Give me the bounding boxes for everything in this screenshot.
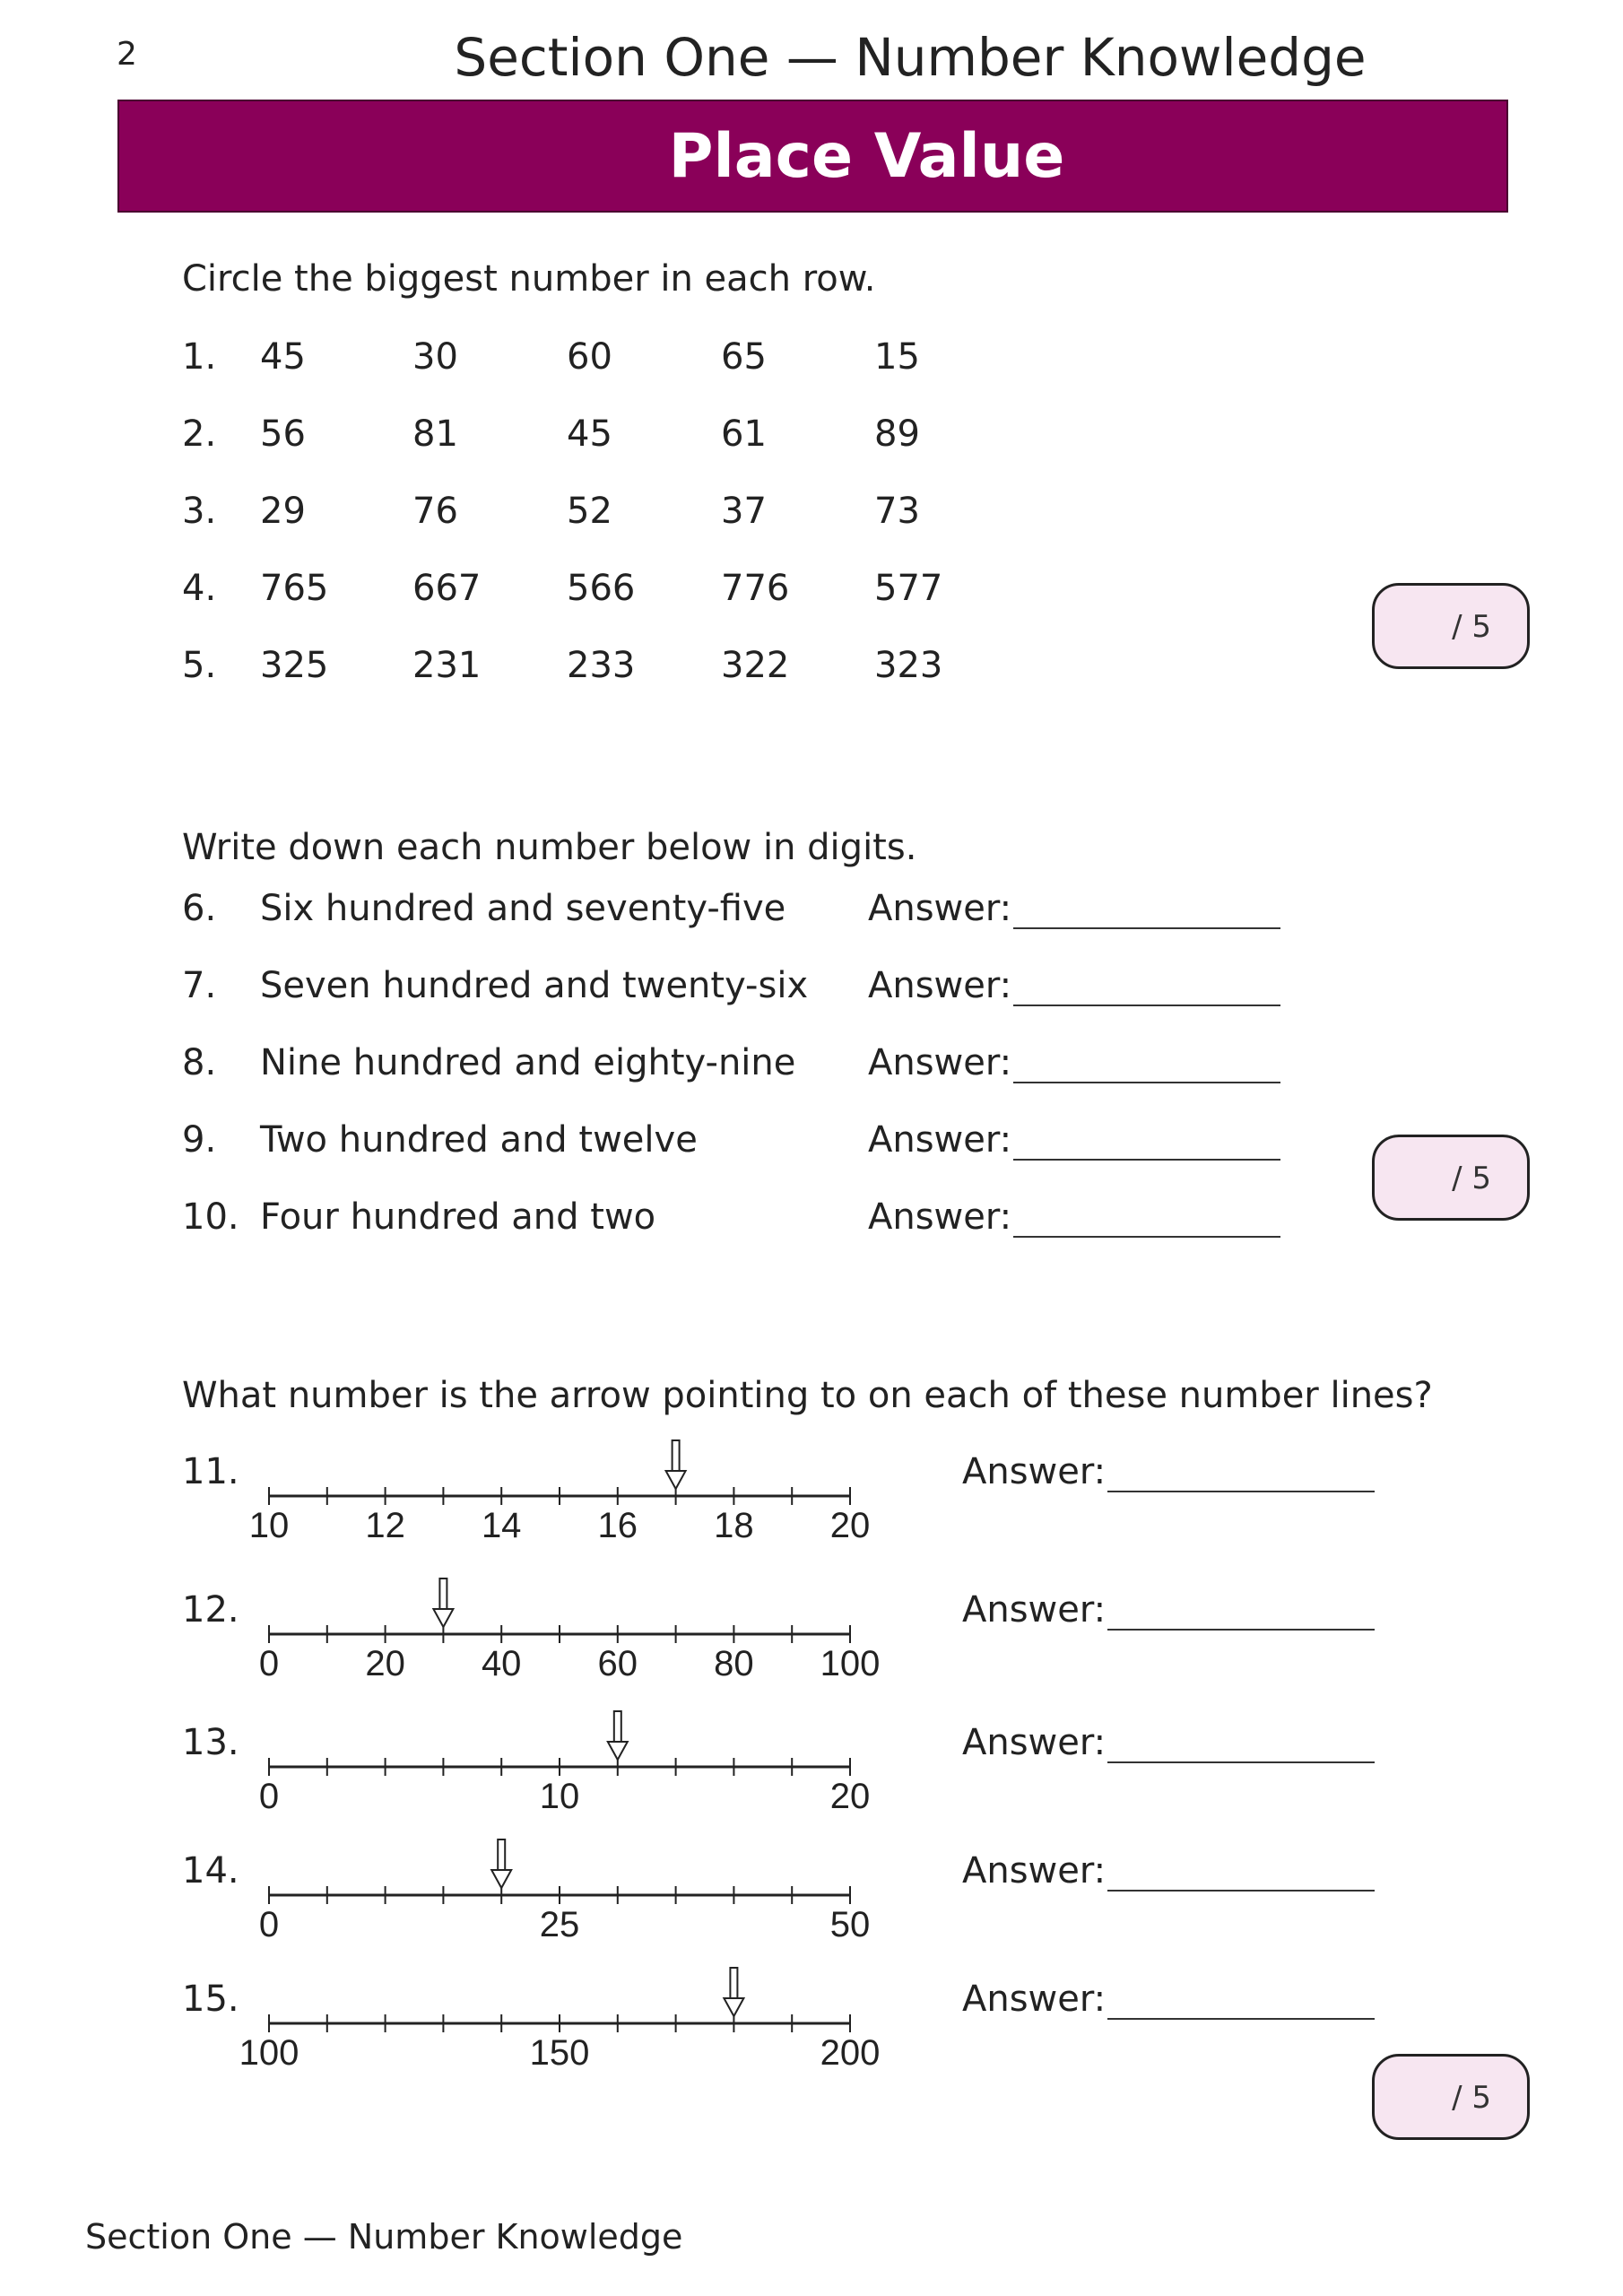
tick-label: 20: [365, 1644, 405, 1683]
answer-label: Answer:: [962, 1979, 1107, 2020]
tick-label: 100: [239, 2033, 299, 2073]
number-choice[interactable]: 231: [412, 645, 482, 686]
question-number: 13.: [182, 1722, 239, 1763]
tick-label: 40: [481, 1644, 522, 1683]
footer-title: Section One — Number Knowledge: [85, 2217, 683, 2257]
tick-label: 25: [539, 1905, 580, 1944]
section2-instruction: Write down each number below in digits.: [182, 827, 917, 868]
question-number: 11.: [182, 1451, 239, 1492]
section1-instruction: Circle the biggest number in each row.: [182, 258, 876, 300]
tick-label: 50: [829, 1905, 871, 1944]
question-number: 4.: [182, 568, 217, 609]
page-number: 2: [117, 36, 137, 73]
tick-label: 18: [714, 1506, 754, 1545]
tick-label: 20: [829, 1777, 871, 1816]
number-choice[interactable]: 56: [260, 413, 306, 455]
number-choice[interactable]: 233: [567, 645, 636, 686]
number-choice[interactable]: 52: [567, 491, 612, 532]
question-number: 14.: [182, 1850, 239, 1892]
tick-label: 150: [529, 2033, 590, 2073]
answer-label: Answer:: [868, 888, 1012, 929]
tick-label: 0: [258, 1777, 280, 1816]
tick-label: 16: [597, 1506, 638, 1545]
number-choice[interactable]: 776: [721, 568, 790, 609]
number-choice[interactable]: 81: [412, 413, 458, 455]
question-text: Six hundred and seventy-five: [260, 888, 786, 929]
answer-label: Answer:: [962, 1722, 1107, 1763]
question-text: Four hundred and two: [260, 1196, 656, 1238]
score-label: / 5: [1452, 1161, 1491, 1196]
question-number: 3.: [182, 491, 217, 532]
down-arrow-icon: [724, 1968, 743, 2016]
question-number: 2.: [182, 413, 217, 455]
score-label: / 5: [1452, 609, 1491, 645]
question-text: Nine hundred and eighty-nine: [260, 1042, 796, 1083]
number-choice[interactable]: 15: [874, 336, 920, 378]
number-choice[interactable]: 65: [721, 336, 767, 378]
number-choice[interactable]: 60: [567, 336, 612, 378]
tick-label: 14: [481, 1506, 522, 1545]
question-number: 15.: [182, 1979, 239, 2020]
question-number: 9.: [182, 1119, 217, 1161]
question-number: 7.: [182, 965, 217, 1006]
number-choice[interactable]: 577: [874, 568, 943, 609]
answer-label: Answer:: [962, 1850, 1107, 1892]
number-choice[interactable]: 37: [721, 491, 767, 532]
answer-label: Answer:: [868, 1119, 1012, 1161]
answer-label: Answer:: [868, 965, 1012, 1006]
score-label: / 5: [1452, 2080, 1491, 2116]
number-choice[interactable]: 45: [567, 413, 612, 455]
question-text: Two hundred and twelve: [260, 1119, 698, 1161]
tick-label: 60: [597, 1644, 638, 1683]
tick-label: 200: [820, 2033, 881, 2073]
number-choice[interactable]: 76: [412, 491, 458, 532]
question-number: 12.: [182, 1589, 239, 1631]
number-choice[interactable]: 765: [260, 568, 329, 609]
answer-label: Answer:: [868, 1042, 1012, 1083]
tick-label: 80: [714, 1644, 754, 1683]
number-choice[interactable]: 45: [260, 336, 306, 378]
tick-label: 12: [365, 1506, 405, 1545]
number-choice[interactable]: 322: [721, 645, 790, 686]
tick-label: 10: [248, 1506, 290, 1545]
section3-instruction: What number is the arrow pointing to on each of these number lines?: [182, 1375, 1433, 1416]
number-choice[interactable]: 667: [412, 568, 482, 609]
number-choice[interactable]: 323: [874, 645, 943, 686]
answer-label: Answer:: [962, 1451, 1107, 1492]
number-choice[interactable]: 566: [567, 568, 636, 609]
header-title: Section One — Number Knowledge: [454, 27, 1367, 88]
number-choice[interactable]: 89: [874, 413, 920, 455]
question-number: 8.: [182, 1042, 217, 1083]
tick-label: 0: [258, 1905, 280, 1944]
question-text: Seven hundred and twenty-six: [260, 965, 809, 1006]
tick-label: 0: [258, 1644, 280, 1683]
number-choice[interactable]: 73: [874, 491, 920, 532]
tick-label: 10: [539, 1777, 580, 1816]
tick-label: 100: [820, 1644, 881, 1683]
question-number: 10.: [182, 1196, 239, 1238]
number-choice[interactable]: 61: [721, 413, 767, 455]
number-choice[interactable]: 29: [260, 491, 306, 532]
score-box-3[interactable]: [1372, 2054, 1530, 2140]
question-number: 1.: [182, 336, 217, 378]
answer-label: Answer:: [962, 1589, 1107, 1631]
tick-label: 20: [829, 1506, 871, 1545]
answer-field[interactable]: [1107, 2018, 1375, 2020]
question-number: 6.: [182, 888, 217, 929]
number-choice[interactable]: 325: [260, 645, 329, 686]
question-number: 5.: [182, 645, 217, 686]
number-choice[interactable]: 30: [412, 336, 458, 378]
answer-label: Answer:: [868, 1196, 1012, 1238]
banner-title: Place Value: [668, 121, 1065, 192]
